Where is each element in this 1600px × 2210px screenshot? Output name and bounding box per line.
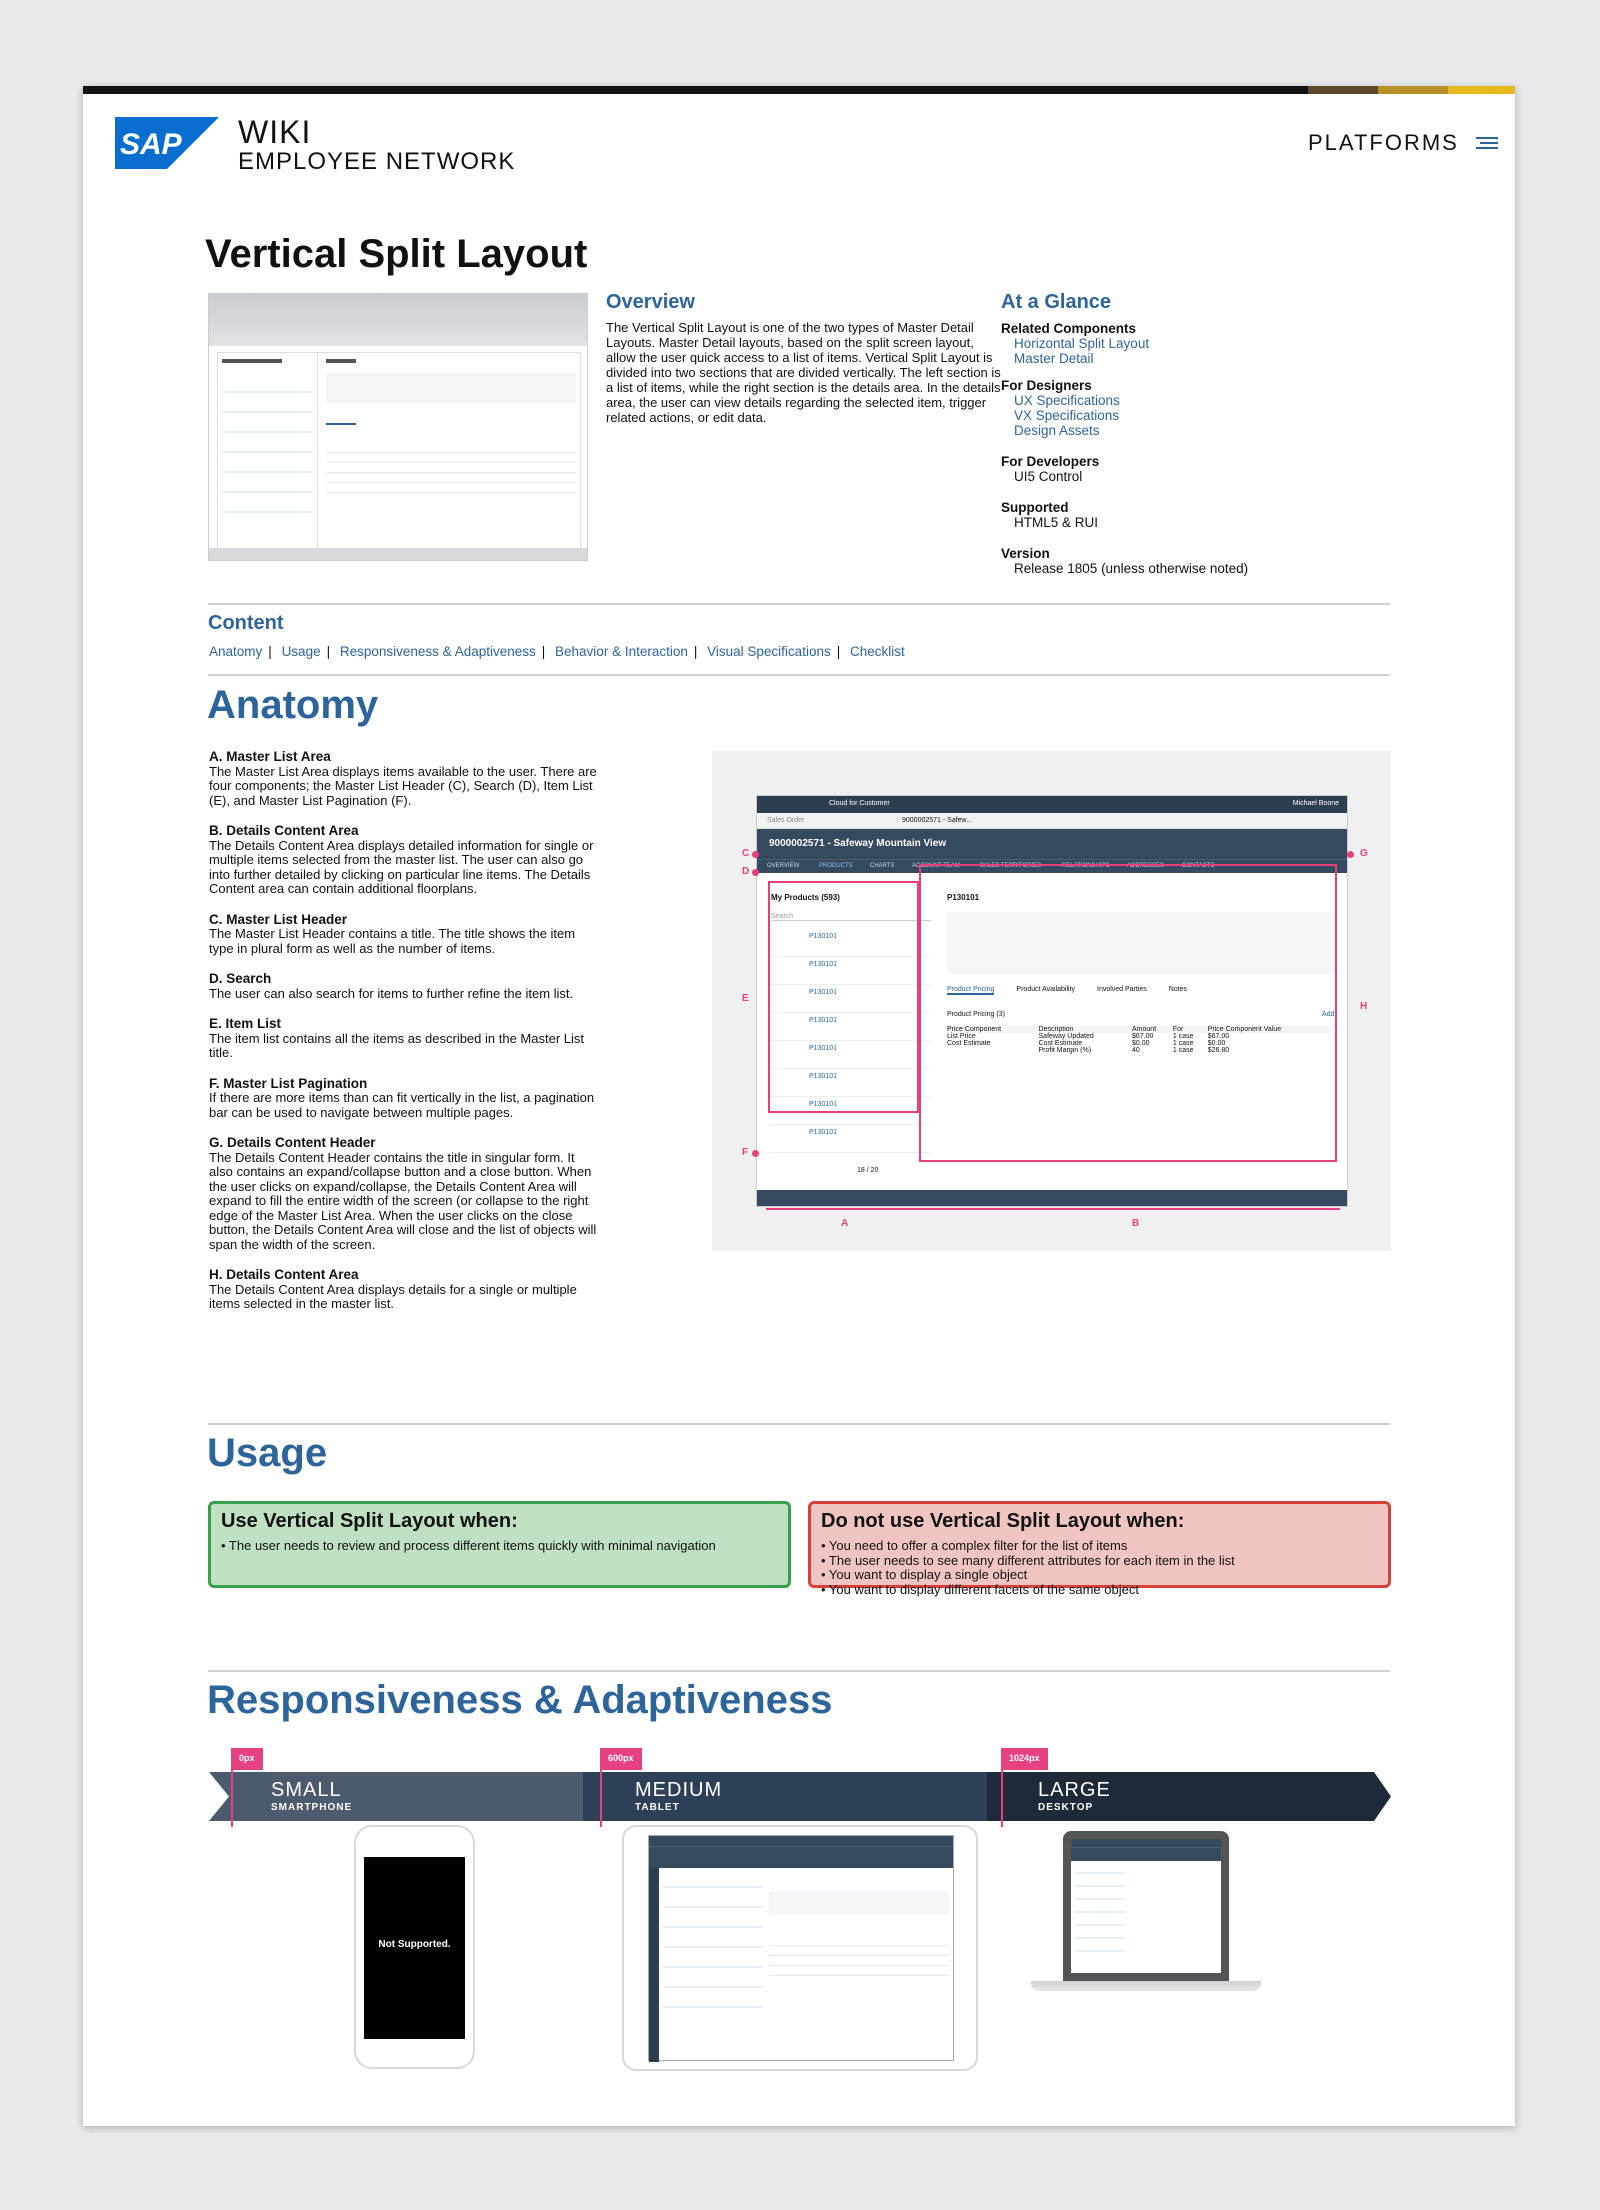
at-a-glance-heading: At a Glance (1001, 291, 1112, 313)
overview-section (606, 291, 1006, 425)
do-not-use-title: Do not use Vertical Split Layout when: (821, 1510, 1185, 1532)
table-row: Profit Margin (%) 40 1 case $26.80 (1038, 1047, 1230, 1054)
not-supported-text: Not Supported. (364, 1857, 465, 2039)
wiki-label: WIKI (238, 114, 312, 150)
anatomy-item-b: B. Details Content Area The Details Content Area displays detailed information for single or multiple items selected from the master list. The user can also go into further detailed by clicking on particular line items. The Details Content area can contain additional floorplans. (209, 823, 594, 896)
marker-d: D (742, 866, 750, 877)
list-item[interactable]: P130101 (769, 957, 931, 985)
marker-b: B (1132, 1218, 1140, 1229)
device-tablet: TABLET (635, 1802, 680, 1813)
device-desktop: DESKTOP (1038, 1802, 1094, 1813)
device-smartphone: SMARTPHONE (271, 1802, 353, 1813)
overview-text: The Vertical Split Layout is one of the two types of Master Detail Layouts. Master Detail layouts, based on the split screen layout, allow the user quick access to a list of items. Vertical Split Layout is divided into two sections that are divided vertically. The left section is a list of items, while the right section is the details area. In the details area, the user can view details regarding the selected item, trigger related actions, or edit data. (606, 320, 1001, 425)
detail-tabs: Product Pricing Product Availability Involved Parties Notes (947, 986, 1188, 993)
divider (208, 603, 1390, 605)
smartphone-mockup (354, 1825, 475, 2069)
sap-logo[interactable] (115, 117, 219, 169)
breakpoint-bar (209, 1772, 1391, 1821)
breakpoint-line (231, 1770, 233, 1827)
anatomy-diagram (712, 751, 1391, 1251)
platforms-menu[interactable]: PLATFORMS (1308, 130, 1459, 155)
marker-c: C (742, 848, 750, 859)
list-item[interactable]: P130101 (769, 1041, 931, 1069)
link-vx-spec[interactable]: VX Specifications (1014, 408, 1120, 423)
table-title: Product Pricing (3) (947, 1011, 1005, 1018)
page-title: Vertical Split Layout (205, 232, 588, 276)
anatomy-item-e: E. Item List The item list contains all the items as described in the Master List title. (209, 1016, 584, 1060)
content-link-visual-spec[interactable]: Visual Specifications (707, 644, 831, 659)
content-link-usage[interactable]: Usage (281, 644, 321, 659)
breakpoint-line (1001, 1770, 1003, 1827)
supported-label: Supported (1001, 500, 1069, 515)
tab-bar: Sales Order 9000002571 - Safew... (757, 813, 1347, 829)
size-medium: MEDIUM (635, 1779, 723, 1801)
responsive-heading: Responsiveness & Adaptiveness (207, 1678, 833, 1722)
network-label: EMPLOYEE NETWORK (238, 148, 516, 175)
related-label: Related Components (1001, 321, 1137, 336)
usage-heading: Usage (207, 1431, 328, 1475)
list-item[interactable]: P130101 (769, 1013, 931, 1041)
marker-h: H (1360, 1001, 1368, 1012)
anatomy-item-d: D. Search The user can also search for items to further refine the item list. (209, 971, 574, 1001)
size-small: SMALL (271, 1779, 342, 1801)
marker-dot (752, 1150, 759, 1157)
use-when-title: Use Vertical Split Layout when: (221, 1510, 518, 1532)
link-master-detail[interactable]: Master Detail (1014, 351, 1094, 366)
marker-dot (752, 869, 759, 876)
marker-f: F (742, 1147, 749, 1158)
marker-a: A (841, 1218, 849, 1229)
supported-value: HTML5 & RUI (1014, 515, 1099, 530)
wiki-page (83, 86, 1515, 2126)
developers-label: For Developers (1001, 454, 1100, 469)
anatomy-item-c: C. Master List Header The Master List Header contains a title. The title shows the item type in plural form as well as the number of items. (209, 911, 576, 956)
use-when-item: • The user needs to review and process different items quickly with minimal navigation (221, 1538, 716, 1553)
list-item[interactable]: P130101 (769, 1069, 931, 1097)
footer-bar (757, 1190, 1347, 1206)
laptop-base (1031, 1981, 1261, 1991)
link-design-assets[interactable]: Design Assets (1014, 423, 1100, 438)
content-link-behavior[interactable]: Behavior & Interaction (555, 644, 688, 659)
content-link-responsiveness[interactable]: Responsiveness & Adaptiveness (339, 644, 536, 659)
link-horizontal-split[interactable]: Horizontal Split Layout (1014, 336, 1150, 351)
link-ux-spec[interactable]: UX Specifications (1014, 393, 1120, 408)
content-link-anatomy[interactable]: Anatomy (209, 644, 263, 659)
breakpoint-600px: 600px (600, 1748, 642, 1770)
marker-e: E (742, 993, 749, 1004)
divider (208, 1423, 1390, 1425)
marker-box-e (768, 881, 919, 1113)
do-not-use-item: • The user needs to see many different attributes for each item in the list (821, 1552, 1235, 1568)
content-links: Anatomy | Usage | Responsiveness & Adaptiveness | Behavior & Interaction | Visual Specifications | Checklist (209, 644, 905, 659)
anatomy-list (209, 750, 597, 1328)
top-accent-bar (83, 86, 1515, 94)
tablet-mockup (622, 1825, 978, 2071)
do-not-use-box (808, 1501, 1391, 1597)
list-item[interactable]: P130101 (769, 985, 931, 1013)
developers-value: UI5 Control (1014, 469, 1083, 484)
size-large: LARGE (1038, 1779, 1111, 1801)
use-when-box (208, 1501, 791, 1588)
anatomy-item-f: F. Master List Pagination If there are more items than can fit vertically in the list, a pagination bar can be used to navigate between multiple pages. (209, 1075, 595, 1120)
shell-bar: Cloud for Customer Michael Boone (757, 796, 1347, 813)
version-label: Version (1001, 546, 1050, 561)
version-value: Release 1805 (unless otherwise noted) (1014, 561, 1249, 576)
breakpoint-0px: 0px (231, 1748, 263, 1770)
desktop-mockup (1063, 1831, 1229, 1981)
do-not-use-item: • You want to display different facets of the same object (821, 1581, 1139, 1597)
marker-dot (752, 851, 759, 858)
overview-heading: Overview (606, 291, 695, 313)
content-heading: Content (208, 612, 284, 634)
anatomy-item-a: A. Master List Area The Master List Area displays items available to the user. There are four components; the Master List Header (C), Search (D), Item List (E), and Master List Pagination (F). (209, 749, 597, 808)
pricing-table: Price Component Description Amount For Price Component Value List Price Safeway Updated $67.00 1 case $67.00 Cost Estimate Cost Estimate $0.00 1 case $0.00 Profit Margin (%) 40 1 case $26.80 (947, 1026, 1332, 1054)
hamburger-menu-icon[interactable] (1476, 136, 1498, 150)
content-link-checklist[interactable]: Checklist (850, 644, 905, 659)
anatomy-heading: Anatomy (207, 683, 379, 727)
anatomy-item-g: G. Details Content Header The Details Content Header contains the title in singular form. It also contains an expand/collapse button and a close button. When the user clicks on expand/collapse, the Details Content Area will expand to fill the entire width of the screen (or collapse to the right edge of the Master List Area. When the user clicks on the close button, the Details Content Area will close and the list of objects will span the width of the screen. (209, 1135, 597, 1252)
divider (208, 1670, 1390, 1672)
do-not-use-item: • You want to display a single object (821, 1567, 1028, 1582)
breakpoint-1024px: 1024px (1001, 1748, 1048, 1770)
breakpoint-line (600, 1770, 602, 1827)
table-row: List Price Safeway Updated $67.00 1 case $67.00 (947, 1033, 1230, 1040)
marker-dot (1347, 851, 1354, 858)
list-item[interactable]: P130101 (769, 1097, 931, 1125)
master-search: Search (771, 913, 931, 921)
marker-g: G (1360, 848, 1368, 859)
at-a-glance-section (1001, 291, 1291, 576)
detail-title: P130101 (947, 893, 980, 902)
marker-bracket-a (766, 1208, 930, 1210)
hero-screenshot (208, 293, 588, 561)
list-item[interactable]: P130101 (769, 929, 931, 957)
list-item[interactable]: P130101 (769, 1125, 931, 1153)
divider (208, 674, 1390, 676)
designers-label: For Designers (1001, 378, 1092, 393)
svg-text:SAP: SAP (120, 128, 182, 161)
marker-bracket-b (920, 1208, 1340, 1210)
master-list-title: My Products (593) (771, 893, 840, 902)
add-button[interactable]: Add (1322, 1011, 1335, 1018)
marker-box-h (919, 864, 1337, 1162)
pagination[interactable]: 18 / 20 (857, 1167, 879, 1174)
table-row: Cost Estimate Cost Estimate $0.00 1 case $0.00 (947, 1040, 1226, 1047)
anchor-nav: OVERVIEW PRODUCTS CHARTS ACCOUNT TEAM SALES TERRITORIES RELATIONSHIPS ADDRESSES CONTACTS (757, 859, 1347, 873)
object-header: 9000002571 - Safeway Mountain View (757, 829, 1347, 859)
do-not-use-item: • You need to offer a complex filter for the list of items (821, 1538, 1128, 1553)
anatomy-item-h: H. Details Content Area The Details Content Area displays details for a single or multiple items selected in the master list. (209, 1267, 577, 1311)
